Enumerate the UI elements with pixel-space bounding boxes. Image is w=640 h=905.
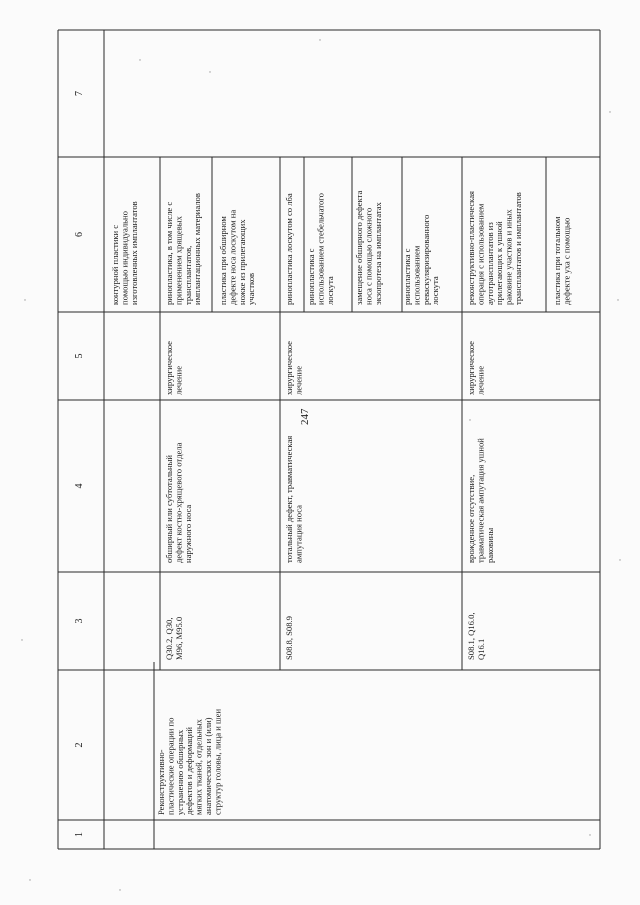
column-number-4: 4 [74,483,85,489]
scan-speck [609,111,610,112]
treatment-method: пластика при тотальномдефекте уха с помощью [552,216,572,305]
scan-speck [589,834,590,835]
icd-codes: S08.8, S08.9 [284,616,294,660]
scan-speck [319,39,320,40]
treatment-type: хирургическоелечение [466,341,486,395]
table-grid [58,30,600,849]
scan-speck [469,419,470,420]
column-number-7: 7 [74,91,85,96]
scan-speck [209,71,210,72]
diagnosis: обширный или субтотальныйдефект костно-хрящевого отделанаружного носа [164,442,193,563]
row-group-name: Реконструктивно-пластические операции поустранению обширныхдефектов и деформациймягких тканей, отдельныханатомических зон и (или)структур головы, лица и шеи [156,708,223,815]
table-body [110,191,571,815]
treatment-method: ринопластика лоскутом со лба [284,193,294,305]
column-number-6: 6 [74,232,85,237]
scan-speck [619,559,620,560]
scan-noise [21,39,620,890]
treatment-type: хирургическоелечение [284,341,304,395]
column-number-5: 5 [74,353,85,359]
scan-speck [617,299,618,300]
treatment-type: хирургическоелечение [164,341,184,395]
treatment-method: пластика при обширномдефекте носа лоскутом наножке из прилегающихучастков [218,209,257,305]
diagnosis: тотальный дефект, травматическаяампутация носа [284,435,304,563]
icd-codes: Q30.2, Q30,M96, M95.0 [164,616,184,660]
treatment-method: реконструктивно-пластическаяоперация с использованиемаутотрансплантатов изприлегающих к ушнойраковине участков и иныхтрансплантатов и имплантатов [466,191,523,305]
scan-speck [24,299,25,300]
scan-speck [21,639,22,640]
treatment-method: ринопластика, в том числе сприменением хрящевыхтрансплантатов,имплантационных материалов [164,193,203,305]
scan-speck [139,59,140,60]
treatment-method: контурной пластики спомощью индивидуальноизготовленных имплантатов [110,201,139,305]
column-number-3: 3 [74,618,85,624]
column-number-1: 1 [74,832,85,837]
icd-codes: S08.1, Q16.0,Q16.1 [466,612,486,660]
page-number: 247 [299,408,311,425]
scan-speck [119,889,120,890]
table-header [74,91,85,837]
scan-speck [29,879,30,880]
treatment-method: ринопластика сиспользованиемреваскуляризированноголоскута [402,214,441,305]
treatment-method: замещение обширного дефектаноса с помощью сложногоэкзопротеза на имплантатах [354,190,383,305]
diagnosis: врожденное отсутствие,травматическая ампутация ушнойраковины [466,438,495,563]
column-number-2: 2 [74,742,85,748]
treatment-method: ринопластика сиспользованием стебельчатоголоскута [306,193,335,305]
